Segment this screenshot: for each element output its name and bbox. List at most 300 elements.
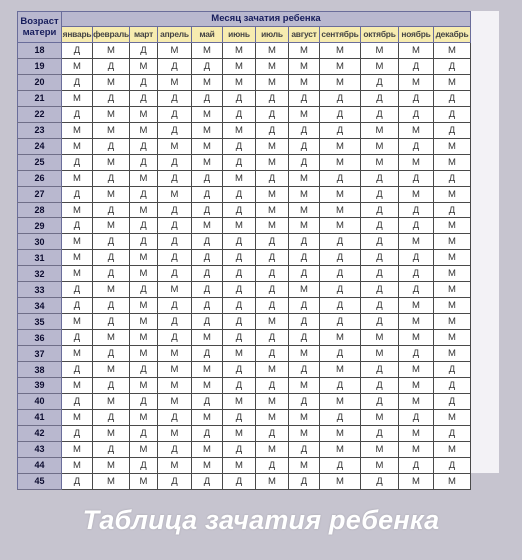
gender-cell: М [93, 106, 130, 122]
gender-cell: Д [192, 202, 223, 218]
gender-cell: М [320, 362, 361, 378]
gender-cell: Д [192, 90, 223, 106]
gender-cell: Д [223, 362, 256, 378]
gender-cell: М [256, 362, 289, 378]
gender-cell: Д [289, 362, 320, 378]
gender-cell: Д [289, 473, 320, 489]
gender-cell: Д [434, 106, 471, 122]
header-row-months [18, 26, 471, 42]
gender-cell: Д [256, 330, 289, 346]
gender-cell: Д [62, 362, 93, 378]
gender-cell: М [399, 154, 434, 170]
gender-cell: М [223, 218, 256, 234]
gender-cell: М [223, 425, 256, 441]
gender-cell: Д [158, 314, 192, 330]
gender-cell: Д [256, 346, 289, 362]
mother-age-cell: 24 [18, 138, 62, 154]
gender-cell: М [62, 250, 93, 266]
gender-cell: Д [289, 154, 320, 170]
gender-cell: М [361, 457, 399, 473]
gender-cell: Д [192, 314, 223, 330]
gender-cell: Д [223, 186, 256, 202]
gender-cell: Д [62, 425, 93, 441]
gender-cell: Д [62, 186, 93, 202]
gender-cell: Д [62, 74, 93, 90]
gender-cell: М [93, 330, 130, 346]
gender-cell: М [158, 282, 192, 298]
gender-cell: Д [434, 457, 471, 473]
gender-cell: М [434, 154, 471, 170]
gender-cell: Д [223, 250, 256, 266]
month-header-cell: октябрь [361, 26, 399, 42]
gender-cell: Д [320, 282, 361, 298]
gender-cell: Д [361, 362, 399, 378]
table-row [18, 362, 471, 378]
gender-cell: Д [192, 282, 223, 298]
month-header-cell: март [130, 26, 158, 42]
gender-cell: Д [158, 298, 192, 314]
gender-cell: М [320, 154, 361, 170]
table-row [18, 202, 471, 218]
gender-cell: М [223, 457, 256, 473]
gender-cell: М [434, 266, 471, 282]
gender-cell: Д [399, 58, 434, 74]
gender-cell: М [320, 425, 361, 441]
mother-age-cell: 20 [18, 74, 62, 90]
mother-age-cell: 18 [18, 43, 62, 59]
gender-cell: Д [434, 122, 471, 138]
mother-age-cell: 43 [18, 441, 62, 457]
gender-cell: Д [256, 106, 289, 122]
gender-cell: Д [223, 202, 256, 218]
gender-cell: М [93, 457, 130, 473]
gender-cell: М [256, 314, 289, 330]
gender-cell: Д [256, 457, 289, 473]
mother-age-cell: 37 [18, 346, 62, 362]
gender-cell: Д [223, 314, 256, 330]
mother-age-cell: 44 [18, 457, 62, 473]
mother-age-cell: 29 [18, 218, 62, 234]
gender-cell: М [62, 441, 93, 457]
gender-cell: Д [361, 378, 399, 394]
gender-cell: Д [93, 409, 130, 425]
gender-cell: Д [158, 58, 192, 74]
mother-age-cell: 21 [18, 90, 62, 106]
gender-cell: М [93, 74, 130, 90]
gender-cell: Д [93, 90, 130, 106]
mother-age-cell: 38 [18, 362, 62, 378]
gender-cell: Д [223, 90, 256, 106]
gender-cell: М [130, 378, 158, 394]
gender-cell: Д [130, 74, 158, 90]
gender-cell: Д [320, 250, 361, 266]
gender-cell: Д [361, 425, 399, 441]
gender-cell: М [192, 74, 223, 90]
gender-cell: М [93, 425, 130, 441]
gender-cell: Д [320, 106, 361, 122]
gender-cell: М [192, 106, 223, 122]
gender-cell: Д [158, 122, 192, 138]
gender-cell: М [62, 266, 93, 282]
gender-cell: М [256, 58, 289, 74]
mother-age-cell: 23 [18, 122, 62, 138]
mother-age-header [18, 12, 62, 43]
gender-cell: Д [434, 90, 471, 106]
gender-cell: Д [62, 298, 93, 314]
gender-cell: Д [256, 234, 289, 250]
gender-cell: М [192, 122, 223, 138]
gender-cell: М [434, 441, 471, 457]
gender-cell: М [289, 346, 320, 362]
gender-cell: М [256, 154, 289, 170]
gender-cell: М [361, 122, 399, 138]
gender-cell: М [361, 43, 399, 59]
gender-cell: Д [399, 202, 434, 218]
gender-cell: М [434, 282, 471, 298]
gender-cell: Д [223, 106, 256, 122]
month-header-cell: апрель [158, 26, 192, 42]
gender-cell: М [289, 58, 320, 74]
gender-cell: М [158, 186, 192, 202]
gender-cell: М [192, 330, 223, 346]
gender-cell: М [361, 346, 399, 362]
month-header-cell: январь [62, 26, 93, 42]
gender-cell: М [62, 314, 93, 330]
gender-cell: Д [223, 330, 256, 346]
gender-cell: М [223, 122, 256, 138]
table-sheet [17, 11, 499, 487]
month-header-cell: май [192, 26, 223, 42]
gender-cell: Д [399, 170, 434, 186]
table-row [18, 138, 471, 154]
month-header-cell: сентябрь [320, 26, 361, 42]
gender-cell: М [256, 74, 289, 90]
gender-cell: Д [289, 298, 320, 314]
table-row [18, 314, 471, 330]
month-header-cell: август [289, 26, 320, 42]
gender-cell: Д [93, 298, 130, 314]
gender-cell: Д [361, 90, 399, 106]
gender-cell: Д [256, 250, 289, 266]
gender-cell: Д [320, 234, 361, 250]
gender-cell: Д [320, 122, 361, 138]
gender-cell: Д [361, 282, 399, 298]
table-row [18, 90, 471, 106]
gender-cell: Д [289, 138, 320, 154]
table-row [18, 330, 471, 346]
gender-cell: М [223, 346, 256, 362]
gender-cell: М [361, 330, 399, 346]
gender-cell: М [399, 425, 434, 441]
table-row [18, 266, 471, 282]
table-row [18, 170, 471, 186]
gender-cell: Д [399, 409, 434, 425]
mother-age-cell: 33 [18, 282, 62, 298]
gender-cell: Д [361, 314, 399, 330]
gender-cell: Д [158, 234, 192, 250]
gender-cell: Д [256, 425, 289, 441]
gender-cell: М [399, 43, 434, 59]
table-row [18, 250, 471, 266]
gender-cell: Д [361, 74, 399, 90]
mother-age-cell: 42 [18, 425, 62, 441]
gender-cell: Д [192, 298, 223, 314]
gender-cell: М [158, 425, 192, 441]
gender-cell: М [289, 425, 320, 441]
gender-cell: Д [192, 58, 223, 74]
gender-cell: М [361, 441, 399, 457]
gender-cell: Д [130, 234, 158, 250]
gender-cell: М [192, 138, 223, 154]
gender-cell: Д [434, 170, 471, 186]
month-header-cell: ноябрь [399, 26, 434, 42]
gender-cell: Д [62, 106, 93, 122]
table-row [18, 186, 471, 202]
mother-age-cell: 32 [18, 266, 62, 282]
gender-cell: М [223, 170, 256, 186]
gender-cell: М [256, 218, 289, 234]
table-row [18, 74, 471, 90]
gender-cell: Д [256, 90, 289, 106]
mother-age-cell: 34 [18, 298, 62, 314]
mother-age-cell: 25 [18, 154, 62, 170]
gender-cell: Д [361, 106, 399, 122]
gender-cell: М [93, 43, 130, 59]
table-row [18, 425, 471, 441]
gender-cell: Д [361, 202, 399, 218]
gender-cell: Д [223, 266, 256, 282]
mother-age-cell: 22 [18, 106, 62, 122]
gender-cell: Д [62, 154, 93, 170]
mother-age-cell: 26 [18, 170, 62, 186]
gender-cell: М [361, 409, 399, 425]
gender-cell: М [223, 58, 256, 74]
gender-cell: Д [256, 378, 289, 394]
gender-cell: Д [434, 202, 471, 218]
gender-cell: М [62, 90, 93, 106]
gender-cell: Д [130, 90, 158, 106]
gender-cell: М [62, 58, 93, 74]
gender-cell: Д [62, 282, 93, 298]
gender-cell: Д [361, 186, 399, 202]
gender-cell: Д [93, 250, 130, 266]
gender-cell: М [320, 138, 361, 154]
gender-cell: Д [223, 154, 256, 170]
gender-cell: М [256, 186, 289, 202]
gender-cell: М [320, 393, 361, 409]
gender-cell: М [192, 457, 223, 473]
gender-cell: М [399, 362, 434, 378]
gender-cell: Д [158, 106, 192, 122]
gender-cell: Д [434, 362, 471, 378]
gender-cell: Д [93, 138, 130, 154]
gender-cell: М [130, 122, 158, 138]
gender-cell: М [434, 43, 471, 59]
gender-cell: Д [223, 138, 256, 154]
gender-cell: М [320, 218, 361, 234]
gender-cell: М [399, 186, 434, 202]
gender-cell: М [399, 393, 434, 409]
gender-cell: М [289, 218, 320, 234]
gender-cell: Д [158, 473, 192, 489]
gender-cell: Д [256, 266, 289, 282]
gender-cell: М [93, 362, 130, 378]
gender-cell: Д [289, 314, 320, 330]
conception-table [17, 11, 471, 490]
gender-cell: М [130, 473, 158, 489]
gender-cell: Д [320, 457, 361, 473]
gender-cell: Д [93, 441, 130, 457]
gender-cell: М [399, 74, 434, 90]
gender-cell: Д [130, 218, 158, 234]
gender-cell: М [130, 202, 158, 218]
gender-cell: Д [434, 425, 471, 441]
gender-cell: М [130, 346, 158, 362]
gender-cell: Д [62, 43, 93, 59]
gender-cell: М [130, 266, 158, 282]
gender-cell: М [130, 314, 158, 330]
table-row [18, 58, 471, 74]
gender-cell: М [62, 170, 93, 186]
gender-cell: М [434, 234, 471, 250]
gender-cell: Д [158, 266, 192, 282]
conception-month-header: Месяц зачатия ребенка [62, 12, 471, 27]
gender-cell: М [256, 409, 289, 425]
gender-cell: Д [192, 473, 223, 489]
gender-cell: Д [223, 409, 256, 425]
gender-cell: Д [320, 378, 361, 394]
gender-cell: Д [361, 393, 399, 409]
gender-cell: Д [399, 106, 434, 122]
gender-cell: М [289, 74, 320, 90]
gender-cell: Д [320, 266, 361, 282]
gender-cell: М [93, 218, 130, 234]
gender-cell: М [130, 298, 158, 314]
gender-cell: Д [93, 314, 130, 330]
gender-cell: М [289, 106, 320, 122]
table-row [18, 393, 471, 409]
gender-cell: Д [62, 218, 93, 234]
gender-cell: Д [320, 346, 361, 362]
gender-cell: М [320, 330, 361, 346]
gender-cell: М [434, 473, 471, 489]
gender-cell: М [320, 473, 361, 489]
gender-cell: Д [399, 266, 434, 282]
gender-cell: Д [130, 282, 158, 298]
gender-cell: Д [399, 457, 434, 473]
gender-cell: Д [192, 170, 223, 186]
mother-age-cell: 27 [18, 186, 62, 202]
gender-cell: М [320, 74, 361, 90]
gender-cell: Д [256, 298, 289, 314]
gender-cell: Д [130, 186, 158, 202]
gender-cell: М [256, 473, 289, 489]
gender-cell: М [93, 186, 130, 202]
gender-cell: Д [223, 298, 256, 314]
gender-cell: М [62, 457, 93, 473]
gender-cell: М [256, 441, 289, 457]
gender-cell: М [158, 378, 192, 394]
gender-cell: Д [320, 314, 361, 330]
gender-cell: М [434, 218, 471, 234]
gender-cell: Д [192, 425, 223, 441]
gender-cell: М [399, 473, 434, 489]
gender-cell: М [289, 457, 320, 473]
mother-age-cell: 28 [18, 202, 62, 218]
gender-cell: М [62, 202, 93, 218]
gender-cell: М [223, 74, 256, 90]
gender-cell: М [62, 234, 93, 250]
mother-age-cell: 19 [18, 58, 62, 74]
gender-cell: М [289, 202, 320, 218]
table-row [18, 282, 471, 298]
gender-cell: М [130, 250, 158, 266]
gender-cell: М [223, 43, 256, 59]
gender-cell: Д [256, 170, 289, 186]
table-row [18, 409, 471, 425]
gender-cell: Д [320, 298, 361, 314]
gender-cell: М [320, 43, 361, 59]
gender-cell: Д [289, 393, 320, 409]
gender-cell: Д [289, 234, 320, 250]
gender-cell: Д [434, 393, 471, 409]
gender-cell: М [158, 43, 192, 59]
mother-age-header-line2: матери [22, 27, 57, 38]
gender-cell: М [192, 218, 223, 234]
gender-cell: Д [130, 425, 158, 441]
gender-cell: М [192, 362, 223, 378]
gender-cell: Д [289, 122, 320, 138]
gender-cell: М [130, 106, 158, 122]
gender-cell: Д [361, 218, 399, 234]
mother-age-header-line1: Возраст [20, 16, 59, 27]
gender-cell: М [62, 409, 93, 425]
gender-cell: Д [399, 90, 434, 106]
table-row [18, 378, 471, 394]
gender-cell: Д [158, 154, 192, 170]
gender-cell: М [256, 393, 289, 409]
gender-cell: М [192, 441, 223, 457]
gender-cell: М [158, 362, 192, 378]
gender-cell: Д [130, 362, 158, 378]
mother-age-cell: 35 [18, 314, 62, 330]
gender-cell: Д [256, 122, 289, 138]
gender-cell: М [158, 138, 192, 154]
table-row [18, 106, 471, 122]
gender-cell: М [399, 122, 434, 138]
gender-cell: М [223, 393, 256, 409]
table-row [18, 473, 471, 489]
gender-cell: М [399, 234, 434, 250]
gender-cell: Д [158, 90, 192, 106]
gender-cell: Д [320, 90, 361, 106]
month-header-cell: июль [256, 26, 289, 42]
gender-cell: М [399, 330, 434, 346]
gender-cell: Д [320, 409, 361, 425]
gender-cell: Д [320, 170, 361, 186]
gender-cell: Д [192, 234, 223, 250]
gender-cell: М [399, 378, 434, 394]
gender-cell: М [289, 378, 320, 394]
gender-cell: Д [223, 378, 256, 394]
gender-cell: Д [256, 282, 289, 298]
gender-cell: Д [158, 250, 192, 266]
gender-cell: Д [93, 378, 130, 394]
gender-cell: Д [192, 186, 223, 202]
gender-cell: М [62, 378, 93, 394]
gender-cell: Д [361, 234, 399, 250]
gender-cell: М [434, 138, 471, 154]
